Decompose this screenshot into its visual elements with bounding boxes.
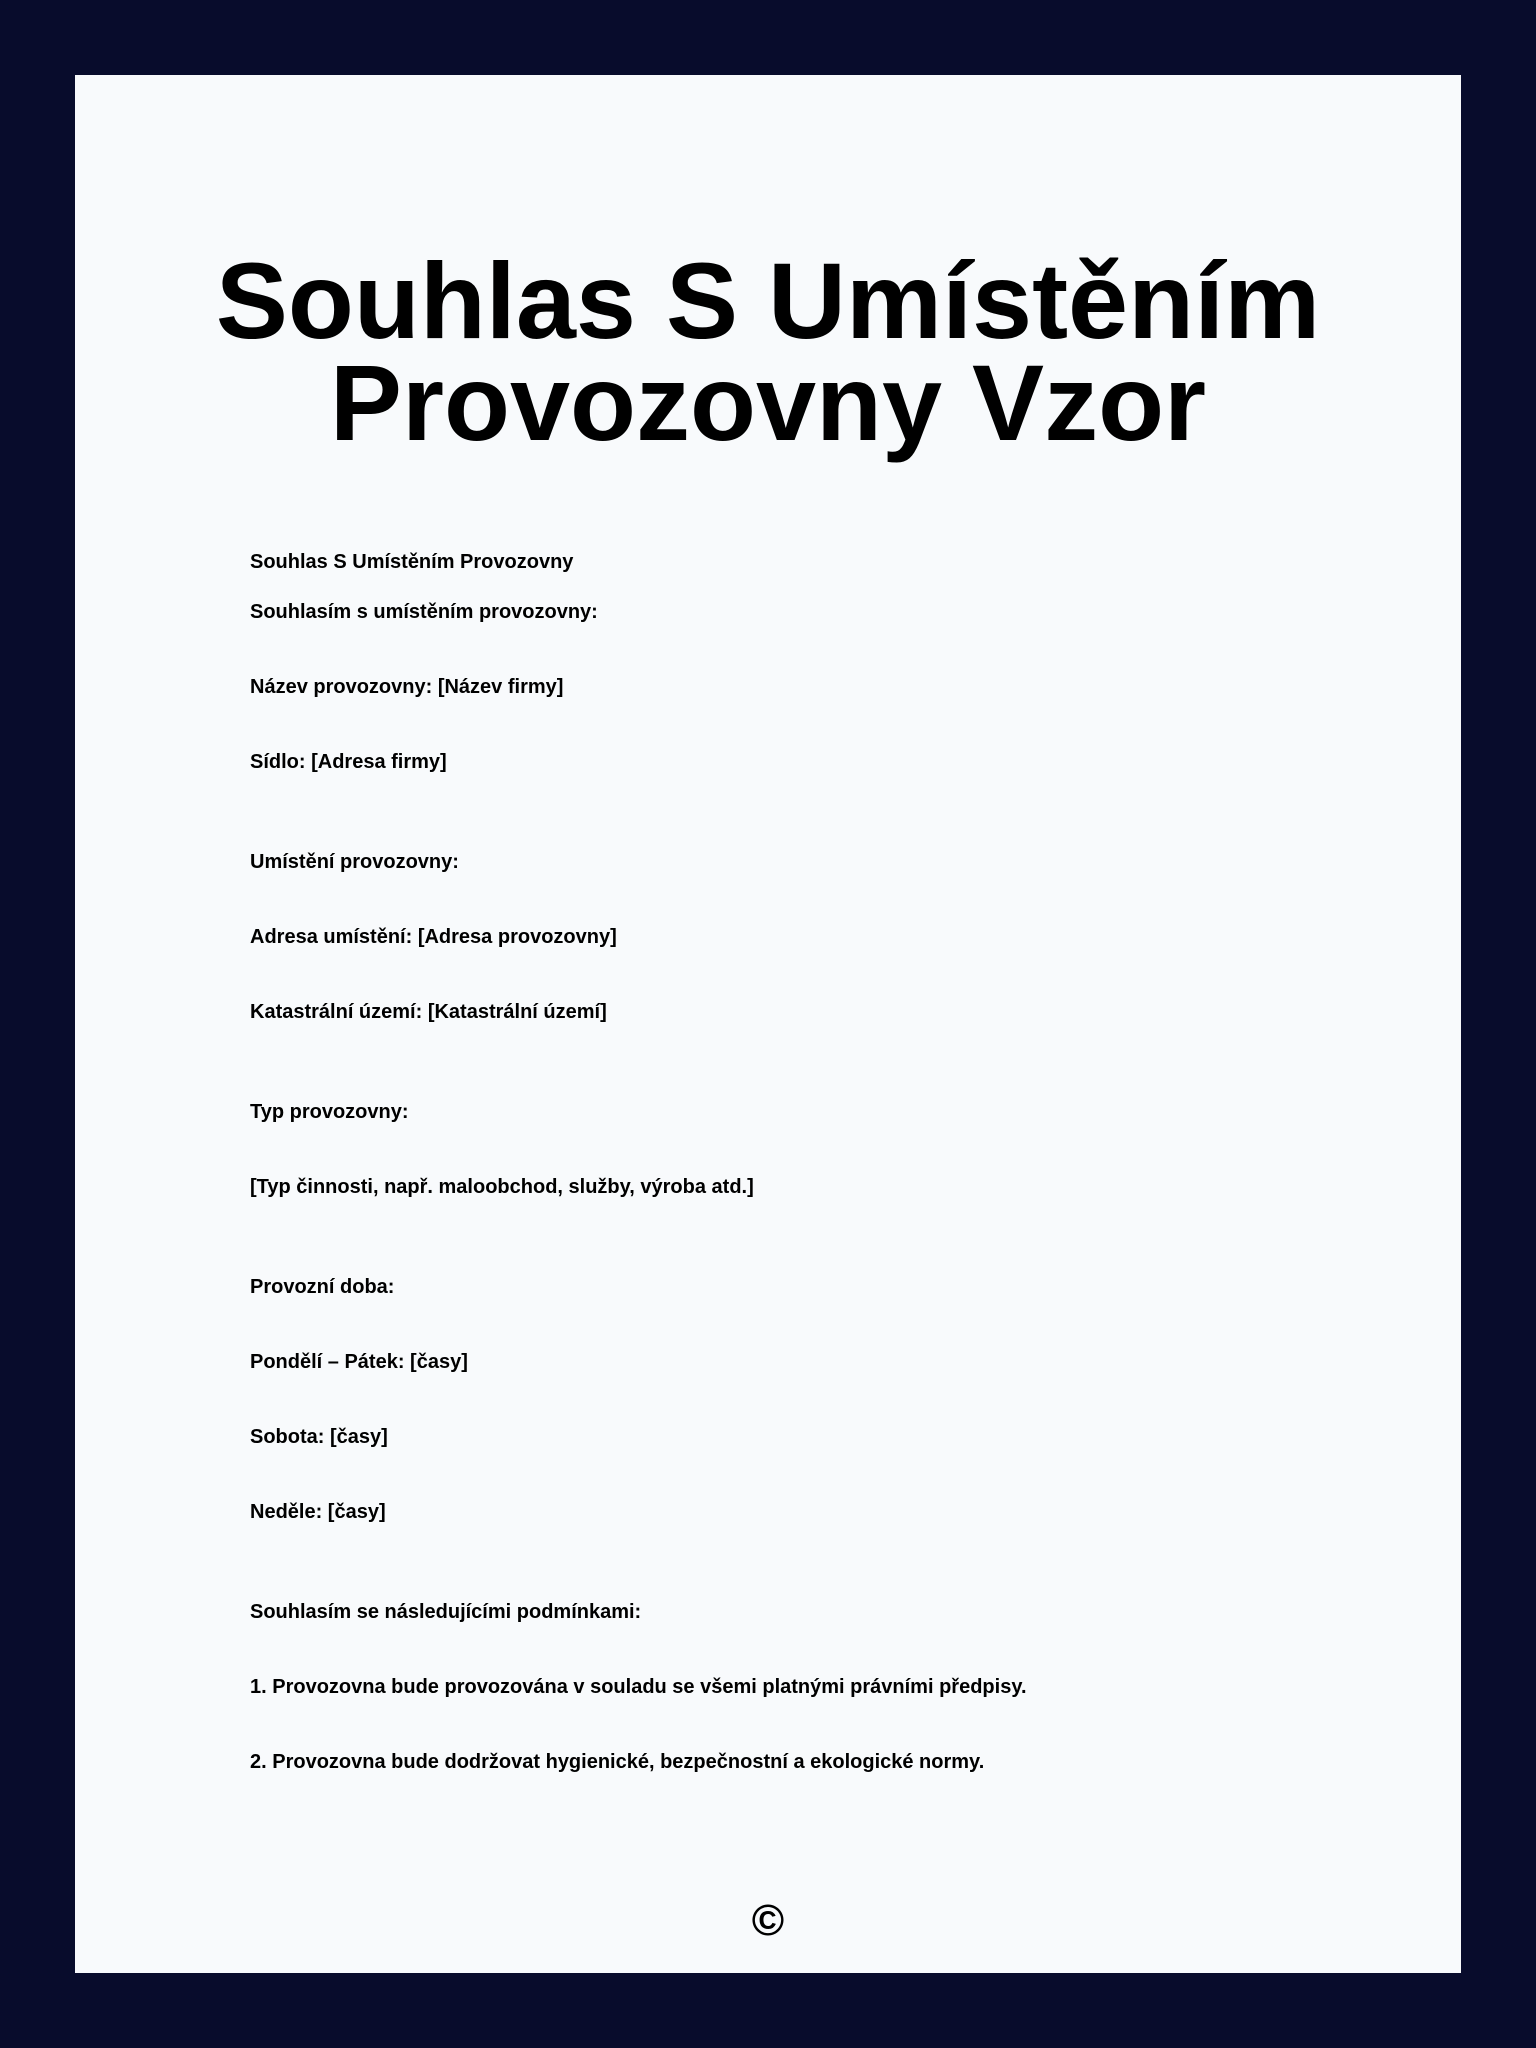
conditions-heading: Souhlasím se následujícími podmínkami: bbox=[250, 1601, 642, 1623]
business-type-line: [Typ činnosti, např. maloobchod, služby, výroba atd.] bbox=[250, 1176, 754, 1198]
document-page bbox=[75, 75, 1461, 1973]
document-subtitle: Souhlas S Umístěním Provozovny bbox=[250, 551, 574, 573]
business-seat-line: Sídlo: [Adresa firmy] bbox=[250, 751, 447, 773]
location-heading: Umístění provozovny: bbox=[250, 851, 459, 873]
business-name-line: Název provozovny: [Název firmy] bbox=[250, 676, 564, 698]
document-title bbox=[75, 240, 1461, 463]
title-line-1: Souhlas S Umístěním bbox=[215, 240, 1321, 361]
cadastral-area-line: Katastrální území: [Katastrální území] bbox=[250, 1001, 607, 1023]
opening-hours-heading: Provozní doba: bbox=[250, 1276, 395, 1298]
sunday-hours-line: Neděle: [časy] bbox=[250, 1501, 386, 1523]
condition-2: 2. Provozovna bude dodržovat hygienické, bezpečnostní a ekologické normy. bbox=[250, 1751, 985, 1773]
business-type-heading: Typ provozovny: bbox=[250, 1101, 409, 1123]
weekday-hours-line: Pondělí – Pátek: [časy] bbox=[250, 1351, 468, 1373]
title-line-2: Provozovny Vzor bbox=[329, 342, 1207, 463]
location-address-line: Adresa umístění: [Adresa provozovny] bbox=[250, 926, 617, 948]
consent-intro: Souhlasím s umístěním provozovny: bbox=[250, 601, 598, 623]
condition-1: 1. Provozovna bude provozována v souladu se všemi platnými právními předpisy. bbox=[250, 1676, 1027, 1698]
copyright-symbol: © bbox=[751, 1896, 785, 1945]
saturday-hours-line: Sobota: [časy] bbox=[250, 1426, 388, 1448]
